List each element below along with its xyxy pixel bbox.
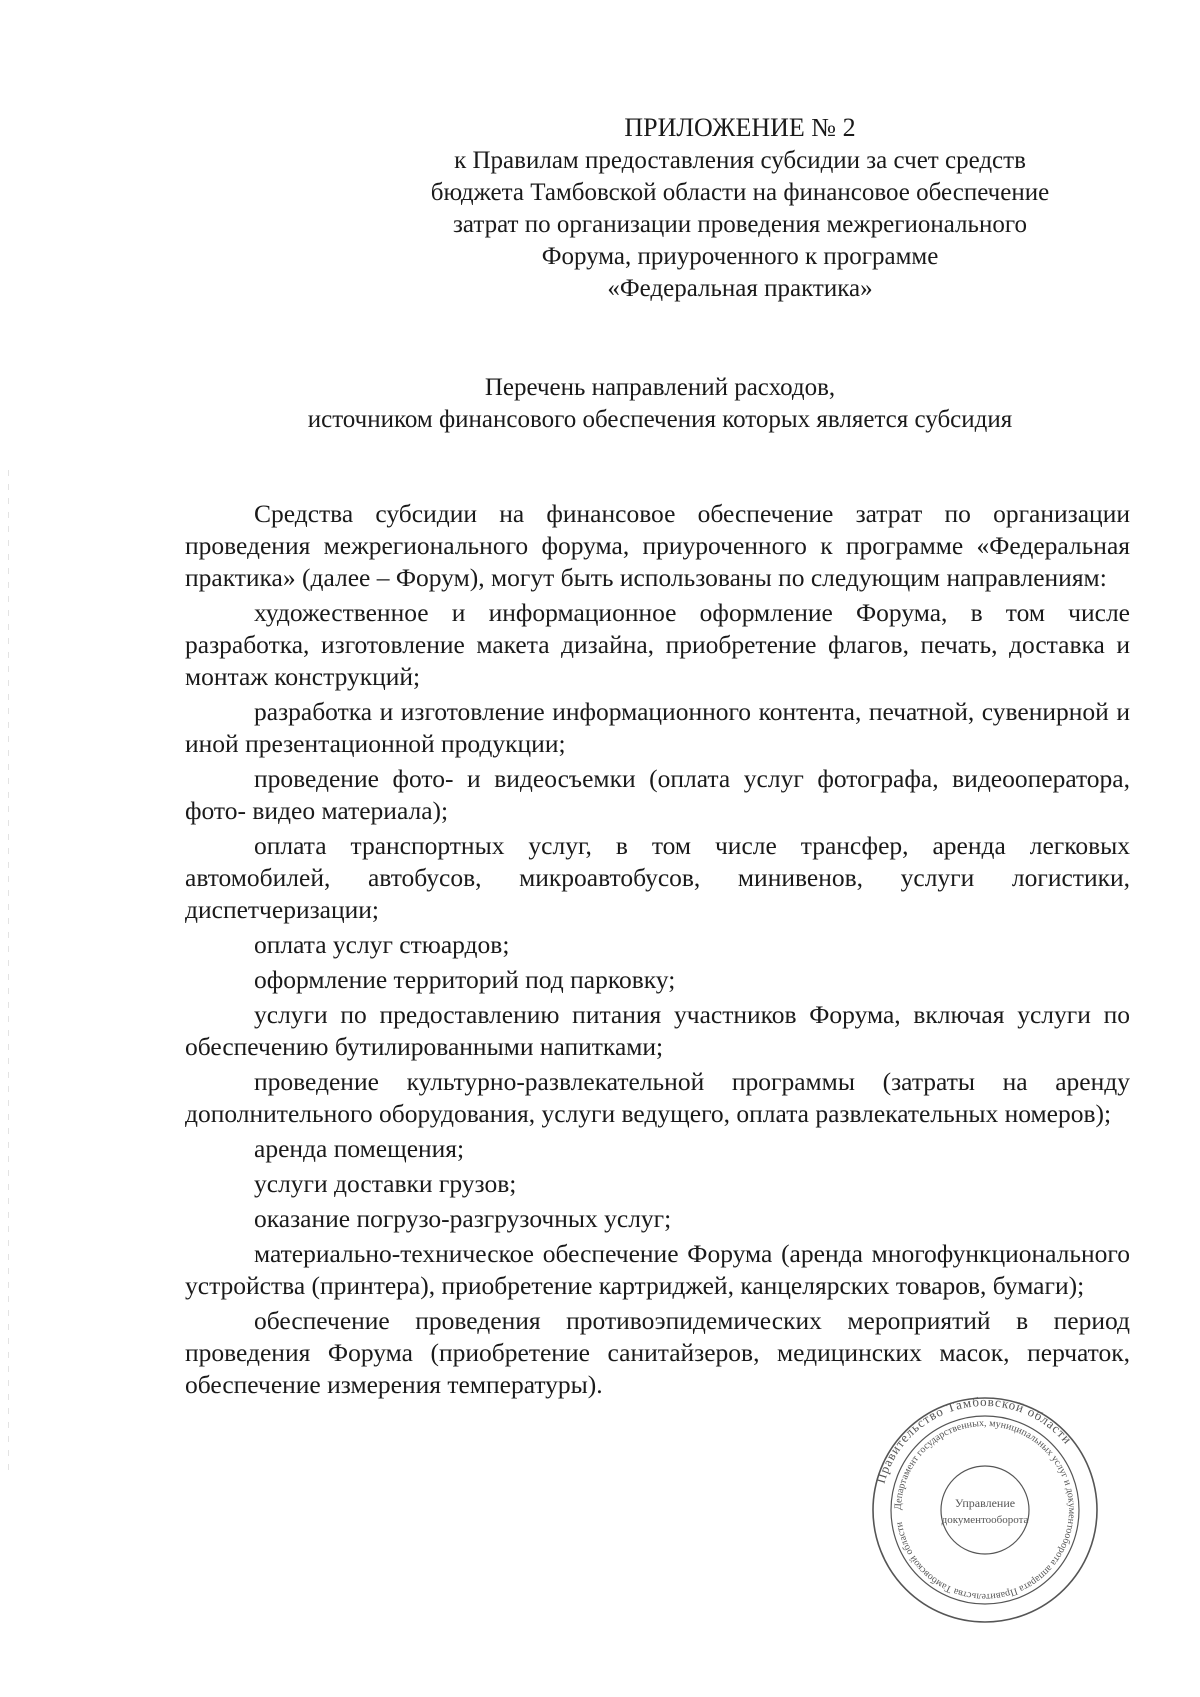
- appendix-line: к Правилам предоставления субсидии за счет средств: [454, 147, 1026, 174]
- heading-line-1: Перечень направлений расходов,: [484, 374, 836, 401]
- intro-paragraph: Средства субсидии на финансовое обеспечение затрат по организации проведения межрегионального форума, приуроченного к программе «Федеральная практика» (далее – Форум), могут быть использованы по следующим направлениям:: [185, 499, 1130, 592]
- appendix-line: затрат по организации проведения межрегионального: [453, 211, 1027, 238]
- document-heading: [185, 372, 1135, 436]
- list-item: аренда помещения;: [254, 1134, 465, 1163]
- appendix-line: бюджета Тамбовской области на финансовое обеспечение: [430, 179, 1050, 206]
- list-item: услуги доставки грузов;: [254, 1169, 517, 1198]
- list-item: оплата транспортных услуг, в том числе трансфер, аренда легковых автомобилей, автобусов, микроавтобусов, минивенов, услуги логистики, диспетчеризации;: [185, 831, 1130, 924]
- appendix-line: Форума, приуроченного к программе: [541, 243, 939, 270]
- list-item: оказание погрузо-разгрузочных услуг;: [254, 1204, 672, 1233]
- expense-list: [185, 597, 1130, 1401]
- appendix-line: «Федеральная практика»: [607, 275, 873, 302]
- heading-line-2: источником финансового обеспечения которых является субсидия: [307, 406, 1013, 433]
- list-item: оплата услуг стюардов;: [254, 930, 510, 959]
- list-item: материально-техническое обеспечение Форума (аренда многофункционального устройства (принтера), приобретение картриджей, канцелярских товаров, бумаги);: [185, 1239, 1130, 1300]
- list-item: услуги по предоставлению питания участников Форума, включая услуги по обеспечению бутилированными напитками;: [185, 1000, 1130, 1061]
- list-item: проведение культурно-развлекательной программы (затраты на аренду дополнительного оборудования, услуги ведущего, оплата развлекательных номеров);: [185, 1067, 1130, 1128]
- document-body: [185, 498, 1130, 1404]
- list-item: обеспечение проведения противоэпидемических мероприятий в период проведения Форума (приобретение санитайзеров, медицинских масок, перчаток, обеспечение измерения температуры).: [185, 1306, 1130, 1399]
- list-item: проведение фото- и видеосъемки (оплата услуг фотографа, видеооператора, фото- видео материала);: [185, 764, 1130, 825]
- appendix-title: ПРИЛОЖЕНИЕ № 2: [624, 113, 856, 142]
- official-stamp: [870, 1395, 1100, 1625]
- appendix-header: [390, 112, 1090, 305]
- stamp-center-line-1: Управление: [954, 1496, 1016, 1510]
- list-item: оформление территорий под парковку;: [254, 965, 676, 994]
- stamp-inner-ring: [941, 1466, 1029, 1554]
- stamp-middle-ring: [891, 1416, 1079, 1604]
- stamp-ring-text: Департамент государственных, муниципальных услуг и документооборота аппарата Правительства Тамбовской области: [892, 1417, 1078, 1603]
- list-item: художественное и информационное оформление Форума, в том числе разработка, изготовление макета дизайна, приобретение флагов, печать, доставка и монтаж конструкций;: [185, 598, 1130, 691]
- stamp-outer-text: Правительство Тамбовской области: [872, 1395, 1076, 1486]
- scan-margin-artifact: [8, 470, 9, 1470]
- list-item: разработка и изготовление информационного контента, печатной, сувенирной и иной презентационной продукции;: [185, 697, 1130, 758]
- stamp-center-line-2: документооборота: [941, 1514, 1029, 1526]
